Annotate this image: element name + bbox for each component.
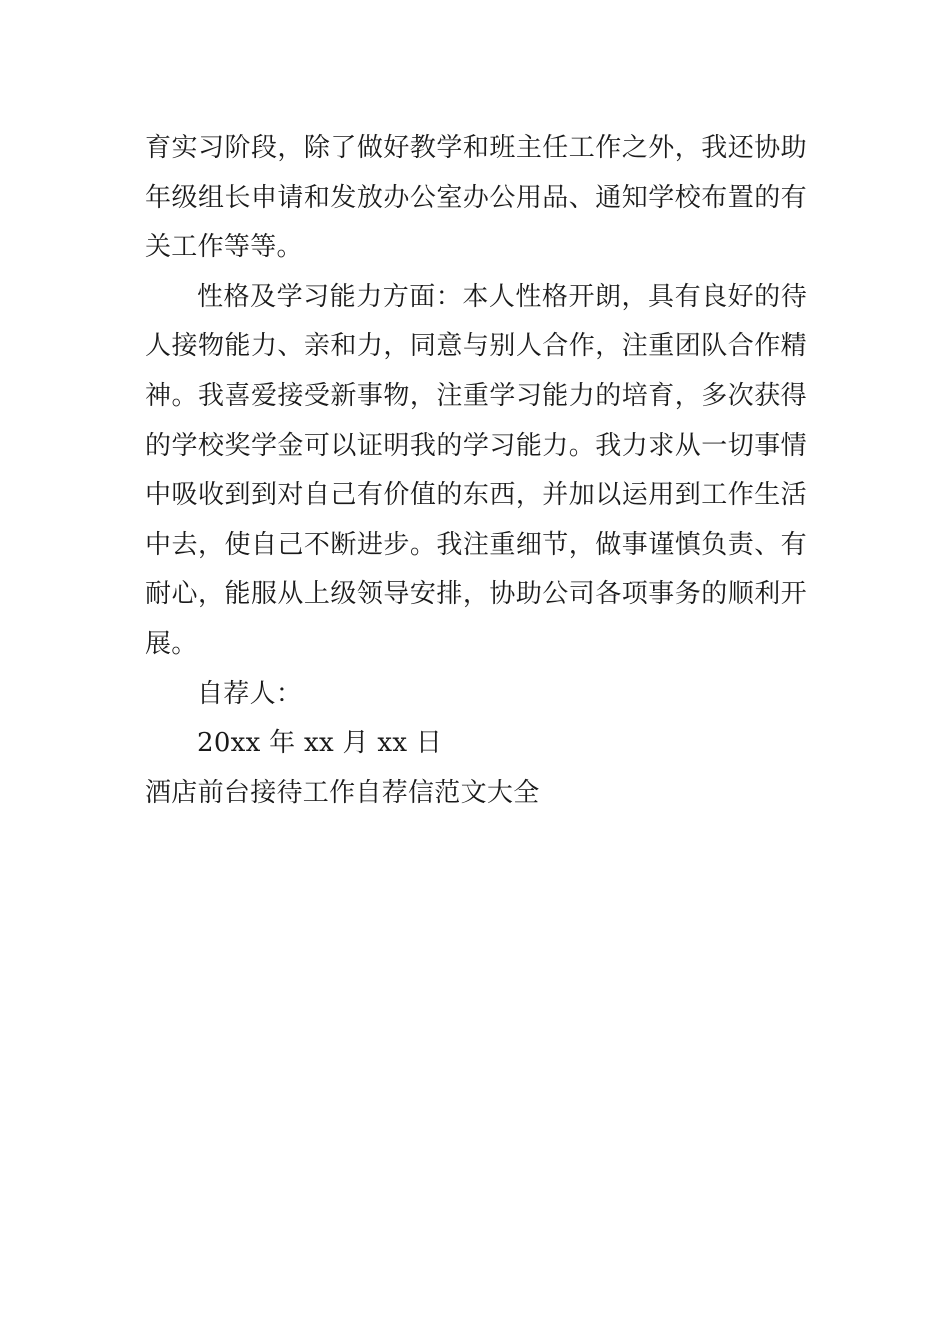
paragraph-personality: 性格及学习能力方面：本人性格开朗，具有良好的待人接物能力、亲和力，同意与别人合作，注重团队合作精神。我喜爱接受新事物，注重学习能力的培育，多次获得的学校奖学金可以证明我的学习能力。我力求从一切事情中吸收到到对自己有价值的东西，并加以运用到工作生活中去，使自己不断进步。我注重细节，做事谨慎负责、有耐心，能服从上级领导安排，协助公司各项事务的顺利开展。 (145, 281, 807, 659)
next-article-title: 酒店前台接待工作自荐信范文大全 (145, 777, 540, 808)
signature-date: 20xx 年 xx 月 xx 日 (197, 728, 443, 759)
paragraph-continuation: 育实习阶段，除了做好教学和班主任工作之外，我还协助年级组长申请和发放办公室办公用品、通知学校布置的有关工作等等。 (145, 133, 807, 263)
document-body (145, 124, 807, 818)
signature-label: 自荐人： (197, 678, 303, 709)
